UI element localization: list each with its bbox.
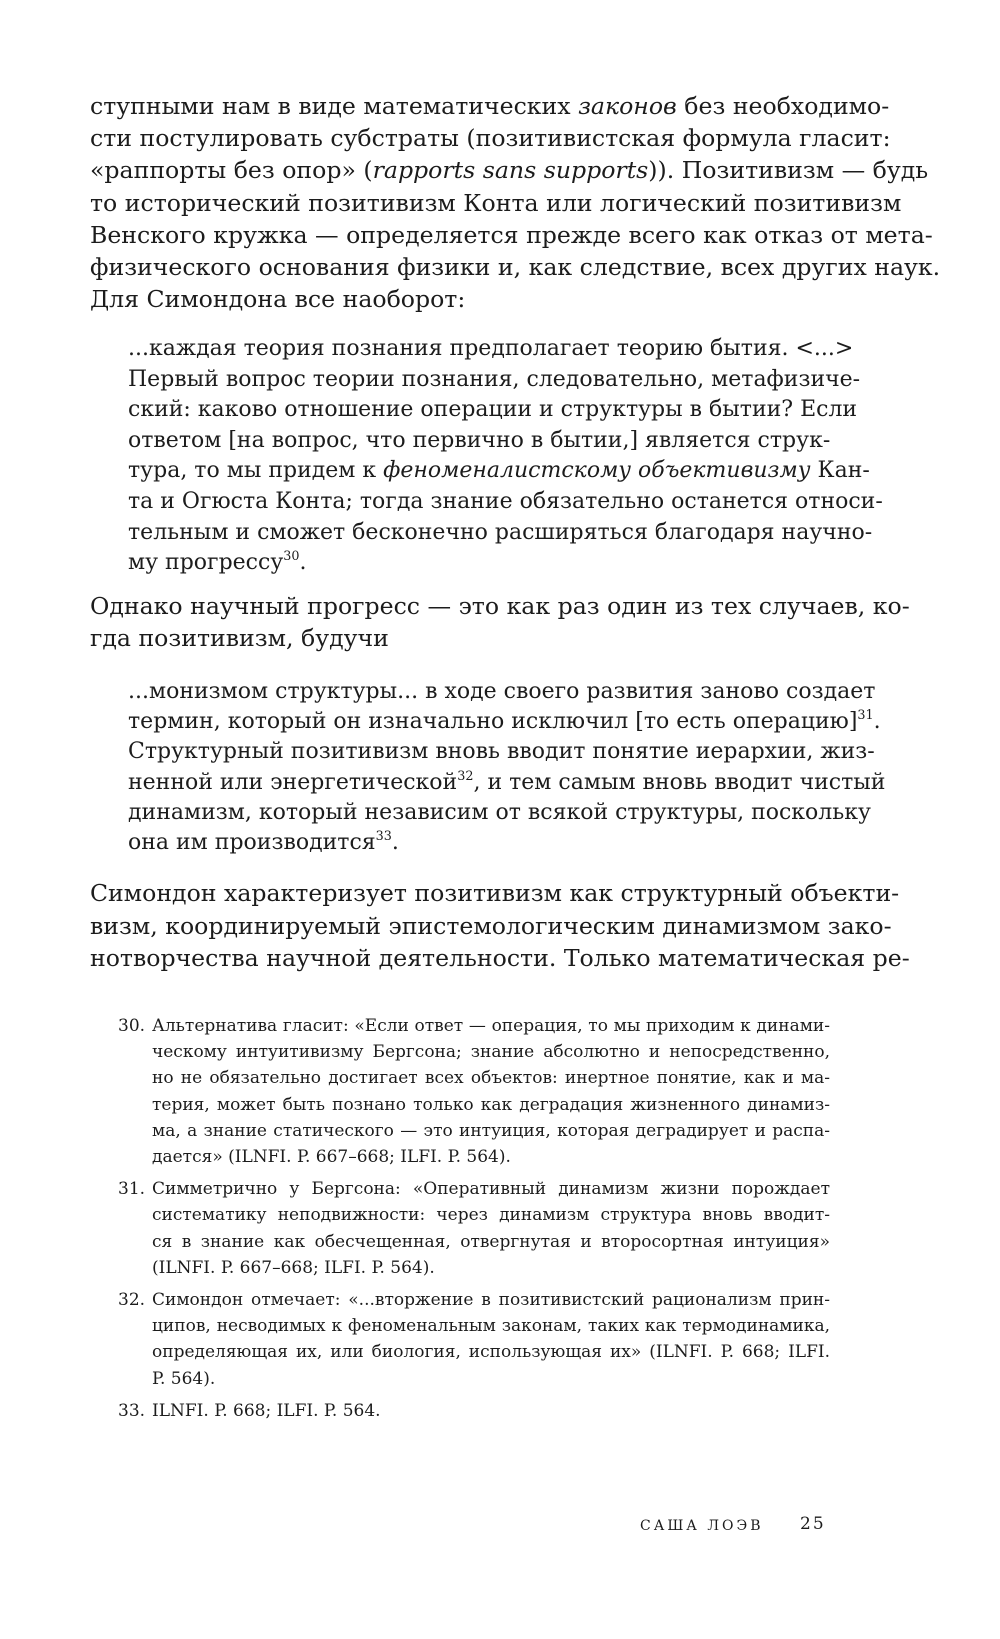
page-number: 25 bbox=[800, 1514, 826, 1534]
footnote-number: 32. bbox=[118, 1290, 146, 1310]
footnote-line: дается» (ILNFI. P. 667–668; ILFI. P. 564). bbox=[152, 1147, 511, 1167]
footnote-line: Симондон отмечает: «...вторжение в позитивистский рационализм прин- bbox=[152, 1290, 830, 1310]
text-line: визм, координируемый эпистемологическим динамизмом зако- bbox=[90, 911, 892, 940]
text-line: сти постулировать субстраты (позитивистская формула гласит: bbox=[90, 124, 891, 153]
text-line: тура, то мы придем к феноменалистскому объективизму Кан- bbox=[128, 458, 870, 484]
text-line: термин, который он изначально исключил [то есть операцию]$^{31}$. bbox=[128, 708, 881, 735]
text-line: Симондон характеризует позитивизм как структурный объекти- bbox=[90, 879, 900, 907]
text-line: та и Огюста Конта; тогда знание обязательно останется относи- bbox=[128, 489, 883, 514]
footnote-line: терия, может быть познано только как деградация жизненного динамиз- bbox=[152, 1094, 830, 1115]
text-line: Однако научный прогресс — это как раз один из тех случаев, ко- bbox=[90, 592, 910, 620]
text-line: «раппорты без опор» (rapports sans supports)). Позитивизм — будь bbox=[90, 156, 929, 185]
footnote-line: определяющая их, или биология, использующая их» (ILNFI. P. 668; ILFI. bbox=[152, 1342, 830, 1363]
footnote-line: но не обязательно достигает всех объектов: инертное понятие, как и ма- bbox=[152, 1068, 830, 1089]
footnote-number: 33. bbox=[118, 1400, 146, 1421]
text-line: му прогрессу$^{30}$. bbox=[128, 549, 307, 576]
text-line: гда позитивизм, будучи bbox=[90, 624, 389, 653]
running-footer-author: САША ЛОЭВ bbox=[640, 1518, 764, 1534]
text-line: динамизм, который независим от всякой структуры, поскольку bbox=[128, 799, 871, 825]
text-line: она им производится$^{33}$. bbox=[128, 829, 399, 855]
footnote-line: систематику неподвижности: через динамизм структура вновь вводит- bbox=[152, 1205, 830, 1226]
footnote-line: ILNFI. P. 668; ILFI. P. 564. bbox=[152, 1400, 381, 1421]
text-line: ский: каково отношение операции и структуры в бытии? Если bbox=[128, 397, 858, 423]
footnote-line: (ILNFI. P. 667–668; ILFI. P. 564). bbox=[152, 1257, 435, 1278]
text-line: Венского кружка — определяется прежде всего как отказ от мета- bbox=[90, 220, 933, 249]
text-line: ненной или энергетической$^{32}$, и тем самым вновь вводит чистый bbox=[128, 768, 886, 795]
text-line: ответом [на вопрос, что первично в бытии,] является струк- bbox=[128, 427, 831, 453]
footnote-line: ся в знание как обесчещенная, отвергнутая и второсортная интуиция» bbox=[152, 1231, 830, 1252]
text-line: физического основания физики и, как следствие, всех других наук. bbox=[90, 253, 941, 281]
footnote-line: ма, а знание статического — это интуиция, которая деградирует и распа- bbox=[152, 1120, 830, 1141]
text-line: ...каждая теория познания предполагает теорию бытия. <...> bbox=[128, 336, 854, 361]
text-line: ступными нам в виде математических законов без необходимо- bbox=[90, 92, 890, 120]
footnote-line: ципов, несводимых к феноменальным законам, таких как термодинамика, bbox=[152, 1316, 830, 1337]
text-line: Для Симондона все наоборот: bbox=[90, 285, 466, 314]
text-line: тельным и сможет бесконечно расширяться благодаря научно- bbox=[128, 519, 873, 545]
text-line: Структурный позитивизм вновь вводит понятие иерархии, жиз- bbox=[128, 739, 875, 765]
footnote-line: Альтернатива гласит: «Если ответ — операция, то мы приходим к динами- bbox=[152, 1016, 830, 1036]
text-line: то исторический позитивизм Конта или логический позитивизм bbox=[90, 188, 902, 217]
footnote-line: Симметрично у Бергсона: «Оперативный динамизм жизни порождает bbox=[152, 1179, 830, 1200]
text-line: нотворчества научной деятельности. Только математическая ре- bbox=[90, 944, 910, 972]
footnote-number: 31. bbox=[118, 1179, 146, 1200]
text-line: ...монизмом структуры... в ходе своего развития заново создает bbox=[128, 679, 876, 704]
text-line: Первый вопрос теории познания, следовательно, метафизиче- bbox=[128, 366, 861, 392]
footnote-line: P. 564). bbox=[152, 1368, 216, 1389]
footnote-line: ческому интуитивизму Бергсона; знание абсолютно и непосредственно, bbox=[152, 1042, 830, 1063]
footnote-number: 30. bbox=[118, 1016, 146, 1036]
